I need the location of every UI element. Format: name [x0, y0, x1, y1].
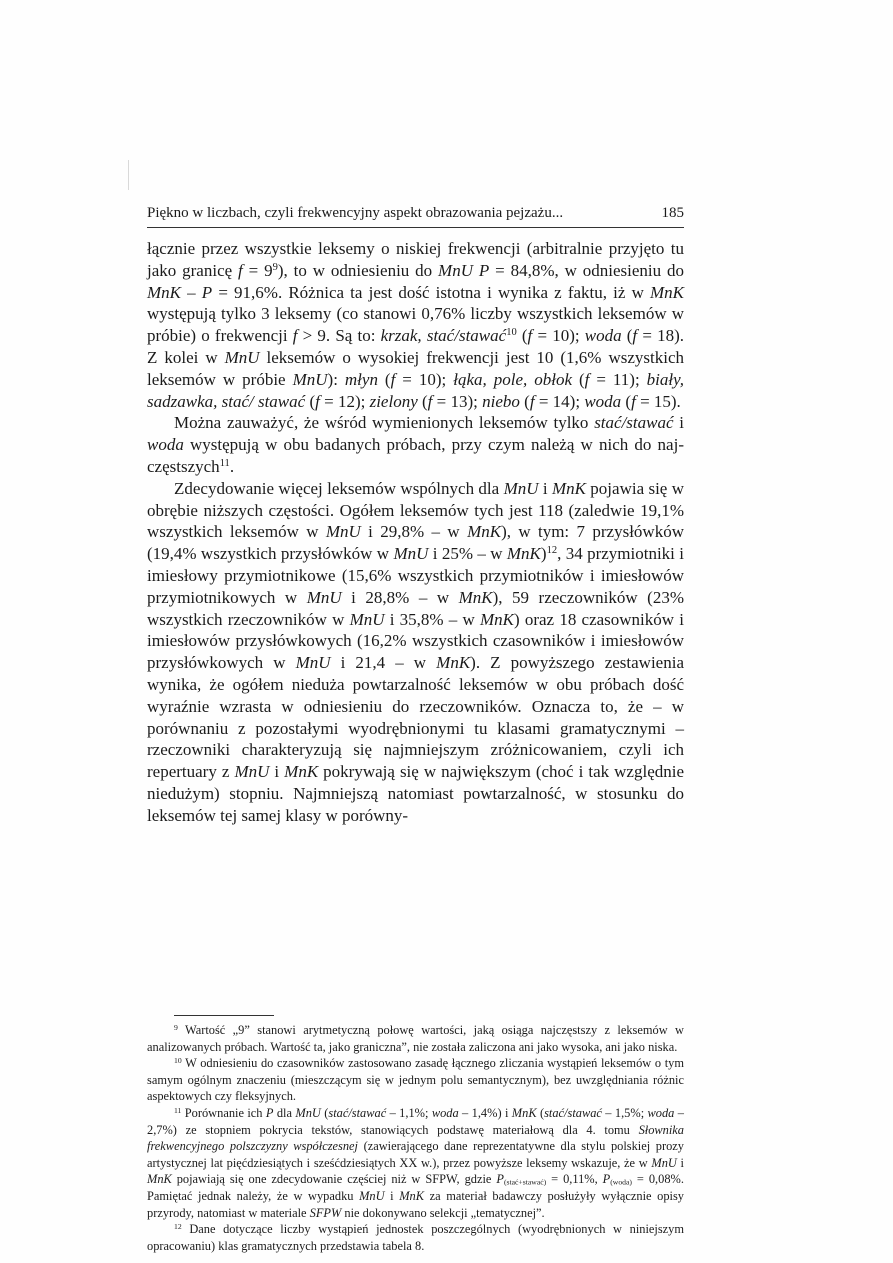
italic-run: MnU: [295, 1105, 321, 1120]
text-run: Porównanie ich: [181, 1105, 266, 1120]
italic-run: MnU: [292, 369, 328, 389]
italic-run: MnU: [224, 347, 260, 367]
text-run: i: [673, 413, 684, 433]
italic-run: woda: [647, 1105, 675, 1120]
italic-run: MnU: [234, 762, 270, 782]
italic-run: MnK: [467, 522, 502, 542]
italic-run: MnU: [393, 544, 429, 564]
text-run: ), 59 rzeczowników (23% wszystkich rzeczowników w: [147, 587, 684, 629]
italic-run: zielony: [369, 391, 418, 411]
page-edge-mark: [128, 160, 129, 190]
text-run: – 2,7%) ze stopniem pokrycia tekstów, stanowiących podstawę materiałową dla 4. tomu: [147, 1105, 684, 1137]
text-run: i: [676, 1155, 684, 1170]
paragraph: [147, 238, 684, 412]
text-run: Dane dotyczące liczby wystąpień jednostek poszczególnych (wyodrębnionych w niniejszym opracowaniu) klas gramatycznych przedstawia tabela 8.: [147, 1222, 684, 1253]
italic-run: f: [292, 326, 298, 346]
footnote: [147, 1105, 684, 1221]
italic-run: P: [265, 1105, 274, 1120]
subscript: (woda): [610, 1177, 632, 1187]
text-run: i 21,4 – w: [330, 653, 437, 673]
italic-run: f: [315, 391, 320, 411]
text-run: pojawiają się one zdecydowanie częściej niż w SFPW, gdzie: [171, 1172, 497, 1187]
text-run: występują w obu badanych próbach, przy czym należą w nich do najczęstszych: [147, 435, 684, 476]
text-run: i 35,8% – w: [384, 609, 480, 629]
italic-run: P: [201, 282, 213, 302]
footnote-ref: 11: [174, 1105, 182, 1115]
text-run: = 91,6%. Różnica ta jest dość istotna i wynika z faktu, iż w: [212, 282, 650, 302]
running-header: [147, 203, 684, 228]
footnote-ref: 11: [219, 458, 230, 470]
text-run: = 0,08%. Pamiętać jednak należy, że w wypadku: [147, 1172, 684, 1203]
footnote-ref: 12: [174, 1221, 182, 1231]
text-run: (: [417, 391, 428, 411]
text-run: – 1,1%;: [386, 1105, 432, 1120]
footnotes: [147, 1022, 684, 1254]
text-run: (: [572, 369, 585, 389]
italic-run: MnK: [650, 282, 684, 302]
footnote-ref: 9: [174, 1022, 178, 1032]
text-run: występują tylko 3 leksemy (co stanowi 0,76% liczby wszystkich leksemów w próbie) o frekwencji: [147, 304, 684, 346]
text-run: (: [536, 1105, 545, 1120]
footnote: [147, 1022, 684, 1055]
italic-run: f: [527, 326, 533, 346]
text-run: ) oraz 18 czasowników i imiesłowów przysłówkowych (16,2% wszystkich czasowników i imiesłowów przysłówkowych w: [147, 609, 684, 673]
text-run: ), to w odniesieniu do: [277, 260, 439, 280]
italic-run: Słownika frekwencyjnego polszczyzny współczesnej: [147, 1122, 684, 1154]
italic-run: SFPW: [309, 1205, 342, 1220]
text-run: (: [621, 391, 632, 411]
footnote-ref: 9: [272, 262, 278, 273]
paragraph: [147, 412, 684, 477]
subscript: (stać+stawać): [503, 1177, 547, 1187]
text-run: i 25% – w: [428, 544, 507, 564]
text-run: ). Z powyższego zestawienia wynika, że ogółem nieduża powtarzalność leksemów w obu próbach dość wyraźnie wzrasta w odniesieniu do rzeczowników. Oznacza to, że – w porównaniu z pozostałymi wyodrębnionymi tu klasami gramatycznymi – rzeczowniki charakteryzują się najmniejszym zróżnicowaniem, czyli ich repertuary z: [147, 653, 684, 782]
body-text: [147, 238, 684, 827]
text-run: W odniesieniu do czasowników zastosowano zasadę łącznego zliczania wystąpień leksemów o tym samym ogólnym znaczeniu (mieszczącym się w jednym polu semantycznym), bez uwzględniania różnic aspektowych czy fleksyjnych.: [147, 1056, 684, 1104]
italic-run: MnU: [349, 609, 385, 629]
italic-run: f: [631, 391, 636, 411]
text-run: leksemów o wysokiej frekwencji jest 10 (1,6% wszystkich leksemów w próbie: [147, 347, 684, 389]
text-run: i: [538, 478, 552, 498]
paragraph: [147, 478, 684, 827]
text-run: = 0,11%,: [546, 1172, 603, 1187]
text-run: pojawia się w obrębie niższych częstości. Ogółem leksemów tych jest 118 (zaledwie 19,1% wszystkich leksemów w: [147, 478, 684, 542]
italic-run: P: [496, 1172, 504, 1187]
text-run: ): [540, 544, 547, 564]
italic-run: f: [632, 326, 638, 346]
italic-run: MnK: [479, 609, 514, 629]
text-run: > 9. Są to:: [297, 326, 381, 346]
footnote-ref: 12: [546, 545, 558, 557]
text-run: i: [269, 762, 285, 782]
text-run: ):: [327, 369, 345, 389]
italic-run: f: [390, 369, 396, 389]
footnote-separator: [174, 1015, 274, 1016]
italic-run: biały, sadzawka, stać/ stawać: [147, 369, 684, 411]
text-run: = 10);: [395, 369, 454, 389]
text-run: za materiał badawczy posłużyły wyłącznie opisy przyrody, natomiast w materiale: [147, 1188, 684, 1220]
text-run: (: [519, 391, 530, 411]
text-run: nie dokonywano selekcji „tematycznej”.: [341, 1205, 545, 1220]
italic-run: f: [238, 260, 243, 280]
italic-run: MnK: [436, 653, 471, 673]
text-run: Można zauważyć, że wśród wymienionych leksemów tylko: [174, 413, 595, 433]
text-run: pokrywają się w największym (choć i tak względnie niedużym) stopniu. Najmniejszą natomiast powtarzalność, w stosunku do leksemów tej samej klasy w porówny-: [147, 762, 685, 825]
italic-run: woda: [431, 1105, 459, 1120]
italic-run: młyn: [344, 369, 378, 389]
text-run: = 10);: [532, 326, 585, 346]
italic-run: woda: [584, 326, 622, 346]
italic-run: niebo: [482, 391, 520, 411]
italic-run: MnU: [295, 653, 331, 673]
italic-run: MnK: [284, 762, 319, 782]
italic-run: woda: [147, 435, 184, 455]
text-run: Wartość „9” stanowi arytmetyczną połowę wartości, jaką osiąga najczęstszy z leksemów w analizowanych próbach. Wartość ta, jako graniczna”, nie została zaliczona ani jako wysoka, ani jako niska.: [147, 1023, 684, 1054]
text-run: = 12);: [319, 391, 370, 411]
text-run: i: [384, 1188, 400, 1203]
italic-run: MnU: [325, 522, 361, 542]
italic-run: MnK: [511, 1105, 537, 1120]
footnote-ref: 10: [506, 327, 517, 339]
italic-run: stać/stawać: [594, 413, 674, 433]
italic-run: f: [529, 391, 535, 411]
text-run: = 11);: [589, 369, 647, 389]
italic-run: MnU P: [438, 260, 490, 280]
italic-run: f: [584, 369, 590, 389]
text-run: = 84,8%, w odniesieniu do: [489, 260, 685, 280]
italic-run: P: [602, 1172, 611, 1187]
italic-run: MnK: [147, 282, 181, 302]
italic-run: MnU: [306, 587, 342, 607]
italic-run: MnK: [551, 478, 586, 498]
text-run: –: [181, 282, 202, 302]
text-run: .: [229, 456, 235, 476]
page-number: 185: [661, 205, 684, 221]
italic-run: MnK: [147, 1172, 172, 1187]
italic-run: MnU: [359, 1188, 385, 1203]
running-title: Piękno w liczbach, czyli frekwencyjny aspekt obrazowania pejzażu...: [147, 205, 564, 221]
text-run: i 28,8% – w: [341, 587, 459, 607]
text-run: dla: [273, 1105, 296, 1120]
italic-run: MnK: [399, 1188, 424, 1203]
italic-run: stać/stawać: [328, 1105, 387, 1120]
text-run: = 9: [242, 260, 273, 280]
text-run: (: [516, 326, 528, 346]
text-run: – 1,5%;: [601, 1105, 648, 1120]
italic-run: MnU: [503, 478, 539, 498]
text-run: , 34 przymiotniki i imiesłowy przymiotnikowe (15,6% wszystkich przymiotników i imiesłowów przymiotnikowych w: [147, 544, 684, 607]
italic-run: f: [427, 391, 433, 411]
text-run: Zdecydowanie więcej leksemów wspólnych dla: [174, 478, 504, 498]
text-run: = 13);: [432, 391, 483, 411]
text-run: (: [305, 391, 316, 411]
text-run: i 29,8% – w: [360, 522, 468, 542]
footnote: [147, 1055, 684, 1105]
text-run: = 18). Z kolei w: [147, 326, 684, 367]
italic-run: stać/stawać: [544, 1105, 602, 1120]
text-run: (: [320, 1105, 329, 1120]
text-run: = 15).: [635, 391, 681, 411]
italic-run: woda: [584, 391, 622, 411]
text-run: (: [621, 326, 633, 346]
italic-run: łąka, pole, obłok: [453, 369, 573, 389]
text-run: ), w tym: 7 przysłówków (19,4% wszystkich przysłówków w: [147, 522, 684, 564]
italic-run: krzak, stać/stawać: [380, 326, 507, 346]
text-run: = 14);: [534, 391, 585, 411]
text-run: (zawierającego dane reprezentatywne dla stylu polskiej prozy artystycznej lat pięćdziesiątych i sześćdziesiątych XX w.), przez powyższe leksemy wskazuje, że w: [147, 1139, 684, 1170]
italic-run: MnK: [458, 587, 493, 607]
text-run: – 1,4%) i: [458, 1105, 512, 1120]
text-run: łącznie przez wszystkie leksemy o niskiej frekwencji (arbitralnie przyjęto tu jako granicę: [147, 239, 684, 280]
italic-run: MnU: [651, 1155, 677, 1170]
footnote-ref: 10: [174, 1055, 182, 1065]
text-run: (: [377, 369, 391, 389]
italic-run: MnK: [506, 544, 541, 564]
footnote: [147, 1221, 684, 1254]
